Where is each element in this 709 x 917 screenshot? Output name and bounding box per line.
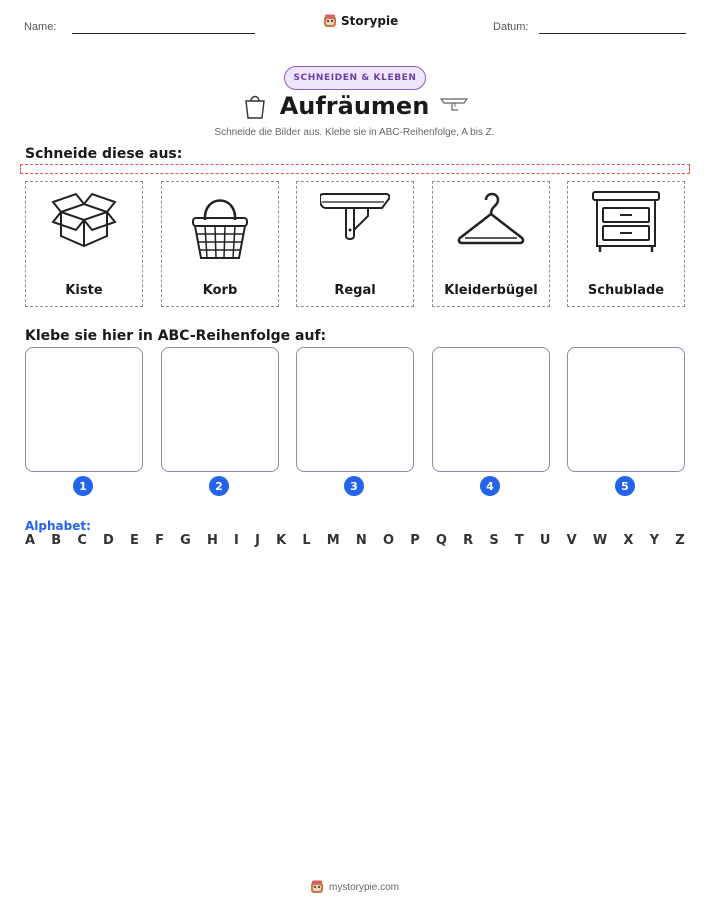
alphabet-letter: N bbox=[355, 533, 367, 548]
position-number-3: 3 bbox=[344, 476, 364, 496]
paste-box-5[interactable] bbox=[567, 347, 685, 472]
name-field-line[interactable] bbox=[72, 33, 255, 34]
hanger-icon bbox=[456, 190, 526, 252]
alphabet-letter: D bbox=[103, 533, 114, 548]
cut-card-schublade[interactable] bbox=[567, 181, 685, 307]
logo-text: Storypie bbox=[341, 14, 399, 28]
alphabet-letter: U bbox=[539, 533, 551, 548]
alphabet-letter: E bbox=[130, 533, 139, 548]
alphabet-letter: R bbox=[463, 533, 474, 548]
drawer-icon bbox=[591, 190, 661, 254]
alphabet-letter: X bbox=[623, 533, 634, 548]
alphabet-letter: P bbox=[410, 533, 420, 548]
alphabet-letter: I bbox=[234, 533, 239, 548]
cut-card-korb[interactable] bbox=[161, 181, 279, 307]
paste-box-1[interactable] bbox=[25, 347, 143, 472]
cut-card-label: Korb bbox=[202, 283, 238, 298]
alphabet-letter: S bbox=[489, 533, 499, 548]
alphabet-heading: Alphabet: bbox=[25, 519, 91, 533]
alphabet-letter: A bbox=[25, 533, 36, 548]
activity-type-badge: SCHNEIDEN & KLEBEN bbox=[284, 66, 426, 90]
alphabet-row bbox=[25, 533, 685, 548]
alphabet-letter: H bbox=[206, 533, 218, 548]
storypie-logo bbox=[323, 14, 398, 28]
alphabet-letter: W bbox=[592, 533, 608, 548]
cut-section-heading: Schneide diese aus: bbox=[25, 146, 183, 162]
alphabet-letter: G bbox=[180, 533, 191, 548]
alphabet-letter: K bbox=[276, 533, 287, 548]
alphabet-letter: V bbox=[566, 533, 577, 548]
cut-card-label: Kleiderbügel bbox=[444, 283, 538, 298]
alphabet-letter: L bbox=[302, 533, 311, 548]
box-icon bbox=[49, 190, 119, 252]
alphabet-letter: O bbox=[382, 533, 395, 548]
storypie-mascot-icon bbox=[323, 14, 337, 28]
footer-url[interactable]: mystorypie.com bbox=[328, 881, 399, 893]
cut-card-kiste[interactable] bbox=[25, 181, 143, 307]
cut-card-label: Regal bbox=[334, 283, 376, 298]
alphabet-letter: M bbox=[326, 533, 340, 548]
position-number-5: 5 bbox=[615, 476, 635, 496]
cut-card-label: Kiste bbox=[65, 283, 103, 298]
shelf-small-icon bbox=[438, 96, 470, 116]
basket-icon bbox=[185, 190, 255, 262]
storypie-mascot-icon bbox=[310, 880, 324, 894]
shelf-icon bbox=[320, 190, 390, 250]
page-title: Aufräumen bbox=[279, 92, 430, 120]
name-label: Name: bbox=[24, 21, 57, 33]
cut-card-regal[interactable] bbox=[296, 181, 414, 307]
alphabet-letter: Q bbox=[435, 533, 447, 548]
date-field-line[interactable] bbox=[539, 33, 686, 34]
cut-card-kleiderbuegel[interactable] bbox=[432, 181, 550, 307]
paste-box-3[interactable] bbox=[296, 347, 414, 472]
footer bbox=[0, 880, 709, 894]
alphabet-letter: J bbox=[255, 533, 260, 548]
cut-line bbox=[20, 164, 690, 174]
position-number-2: 2 bbox=[209, 476, 229, 496]
alphabet-letter: F bbox=[155, 533, 164, 548]
alphabet-letter: B bbox=[51, 533, 62, 548]
alphabet-letter: Z bbox=[675, 533, 685, 548]
paste-box-2[interactable] bbox=[161, 347, 279, 472]
cut-card-label: Schublade bbox=[587, 283, 665, 298]
instructions-subtitle: Schneide die Bilder aus. Klebe sie in ABC-Reihenfolge, A bis Z. bbox=[214, 127, 495, 138]
alphabet-letter: C bbox=[77, 533, 87, 548]
position-number-1: 1 bbox=[73, 476, 93, 496]
alphabet-letter: T bbox=[514, 533, 524, 548]
paste-section-heading: Klebe sie hier in ABC-Reihenfolge auf: bbox=[25, 328, 327, 344]
date-label: Datum: bbox=[493, 21, 529, 33]
position-number-4: 4 bbox=[480, 476, 500, 496]
paste-box-4[interactable] bbox=[432, 347, 550, 472]
alphabet-letter: Y bbox=[649, 533, 660, 548]
